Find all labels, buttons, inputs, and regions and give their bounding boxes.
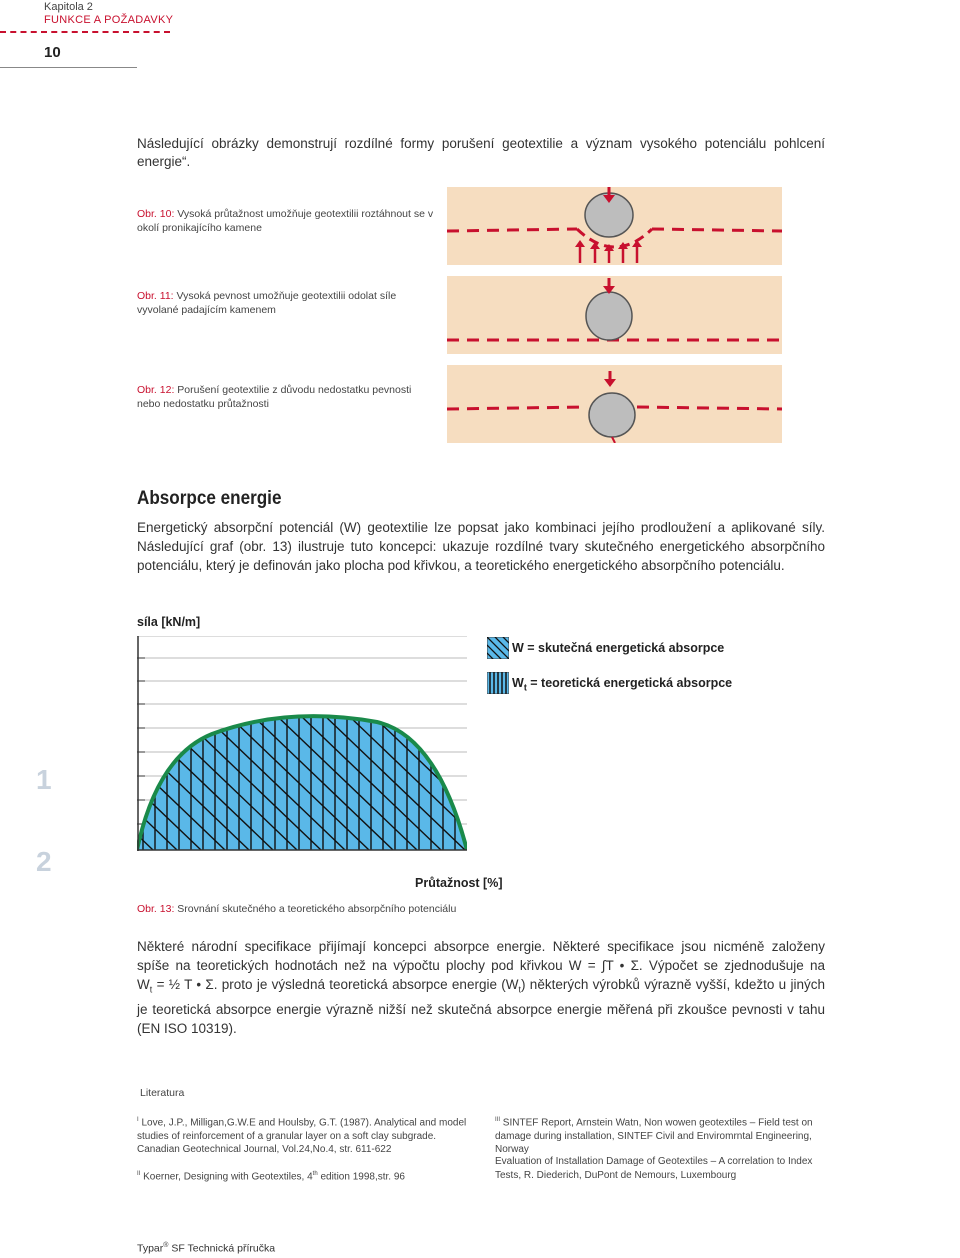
fig12-caption xyxy=(137,383,437,411)
ref2-sup: th xyxy=(312,1171,318,1177)
para2-line1: Některé národní specifikace přijímají koncepci absorpce energie. Některé specifikace jsou nicméně založeny xyxy=(137,939,825,954)
fig10-caption-label: Obr. 10: xyxy=(137,208,175,220)
fig11-caption xyxy=(137,289,437,317)
ref2-tail: edition 1998,str. 96 xyxy=(317,1171,405,1183)
page-number: 10 xyxy=(44,44,61,61)
page-number-rule xyxy=(0,67,137,68)
fig13-caption-text: Srovnání skutečného a teoretického absorpčního potenciálu xyxy=(177,903,457,915)
fig10-illustration xyxy=(447,187,782,265)
intro-paragraph: Následující obrázky demonstrují rozdílné formy porušení geotextilie a význam vysokého potenciálu pohlcení energie“. xyxy=(137,136,825,169)
reference-1 xyxy=(137,1114,472,1157)
section-title: Absorpce energie xyxy=(137,488,282,509)
fig12-caption-text: Porušení geotextilie z důvodu nedostatku pevnosti nebo nedostatku průtažnosti xyxy=(137,384,412,410)
chart-x-label: Průtažnost [%] xyxy=(415,876,503,890)
fig13-caption-label: Obr. 13: xyxy=(137,903,175,915)
footer-reg-mark: ® xyxy=(163,1242,169,1249)
energy-chart xyxy=(137,636,467,851)
side-number-1: 1 xyxy=(36,764,52,795)
chart-y-label: síla [kN/m] xyxy=(137,615,201,629)
ref3-text: SINTEF Report, Arnstein Watn, Non wowen geotextiles – Field test on damage during installation, SINTEF Civil and Enviromrntal Engineering, Norway xyxy=(495,1117,813,1156)
actual-absorption-area xyxy=(137,716,467,850)
ref2-mark: II xyxy=(137,1171,141,1177)
fig13-caption xyxy=(137,903,456,915)
legend-wt-text: = teoretická energetická absorpce xyxy=(526,676,733,690)
reference-2 xyxy=(137,1168,472,1184)
footer-brand: Typar xyxy=(137,1242,164,1255)
header-dashed-rule xyxy=(0,31,170,33)
ref1-text: Love, J.P., Milligan,G.W.E and Houlsby, G.T. (1987). Analytical and model studies of reinforcement of a granular layer on a soft clay subgrade. Canadian Geotechnical Journal, Vol.24,No.4, str. 611-622 xyxy=(137,1117,467,1156)
fig11-caption-label: Obr. 11: xyxy=(137,290,174,302)
para2-wt-symbol: W xyxy=(137,977,150,992)
para2-line5: (EN ISO 10319). xyxy=(137,1020,237,1036)
legend-wt-symbol: W xyxy=(512,676,524,690)
literature-title: Literatura xyxy=(140,1087,185,1099)
para2-wt-sub2: t xyxy=(518,984,522,995)
legend-swatch-w xyxy=(487,637,509,664)
para2-line4: je teoretická absorpce energie výrazně nižší než skutečná absorpce energie měřená při zkoušce pevnosti v tahu xyxy=(137,1001,825,1017)
fig11-caption-text: Vysoká pevnost umožňuje geotextilii odolat síle vyvolané padajícím kamenem xyxy=(137,290,397,316)
section-paragraph: Energetický absorpční potenciál (W) geotextilie lze popsat jako kombinaci jejího prodloužení a aplikované síly. Následující graf (obr. 13) ilustruje tuto koncepci: ukazuje rozdílné tvary skutečného energetického absorpčního potenciálu, který je definován jako plocha pod křivkou, a teoretického energetického absorpčního potenciálu. xyxy=(137,520,825,573)
legend-label-wt xyxy=(512,676,732,693)
footer-text: SF Technická příručka xyxy=(168,1242,276,1255)
ref1-mark: I xyxy=(137,1117,139,1123)
specification-paragraph xyxy=(137,937,825,1038)
para2-line3-text: = ½ T • Σ. proto je výsledná teoretická absorpce energie (W xyxy=(152,977,519,992)
legend-swatch-wt xyxy=(487,672,509,699)
para2-wt-sub: t xyxy=(149,984,153,995)
side-number-2: 2 xyxy=(36,846,52,877)
legend-label-w: W = skutečná energetická absorpce xyxy=(512,641,725,655)
fig12-illustration xyxy=(447,365,782,443)
reference-4: Evaluation of Installation Damage of Geotextiles – A correlation to Index Tests, R. Diederich, DuPont de Nemours, Luxembourg xyxy=(495,1156,813,1181)
chapter-title: FUNKCE A POŽADAVKY xyxy=(44,14,174,26)
chapter-label: Kapitola 2 xyxy=(44,1,93,13)
fig10-caption xyxy=(137,207,437,235)
para2-line3-tail: ) některých výrobků výrazně vyšší, kdežto u jiných xyxy=(521,977,825,992)
ref3-mark: III xyxy=(495,1117,501,1123)
footer xyxy=(137,1242,275,1255)
fig12-caption-label: Obr. 12: xyxy=(137,384,175,396)
para2-line2: spíše na teoretických hodnotách než na výpočtu plochy pod křivkou W = ∫T • Σ. Výpočet se zjednodušuje na xyxy=(137,958,825,973)
reference-3 xyxy=(495,1114,825,1157)
fig10-caption-text: Vysoká průtažnost umožňuje geotextilii roztáhnout se v okolí pronikajícího kamene xyxy=(137,208,434,234)
legend-wt-subscript: t xyxy=(523,682,527,693)
para2-line3 xyxy=(137,975,825,1000)
fig11-illustration xyxy=(447,276,782,354)
ref2-text: Koerner, Designing with Geotextiles, 4 xyxy=(143,1171,313,1183)
